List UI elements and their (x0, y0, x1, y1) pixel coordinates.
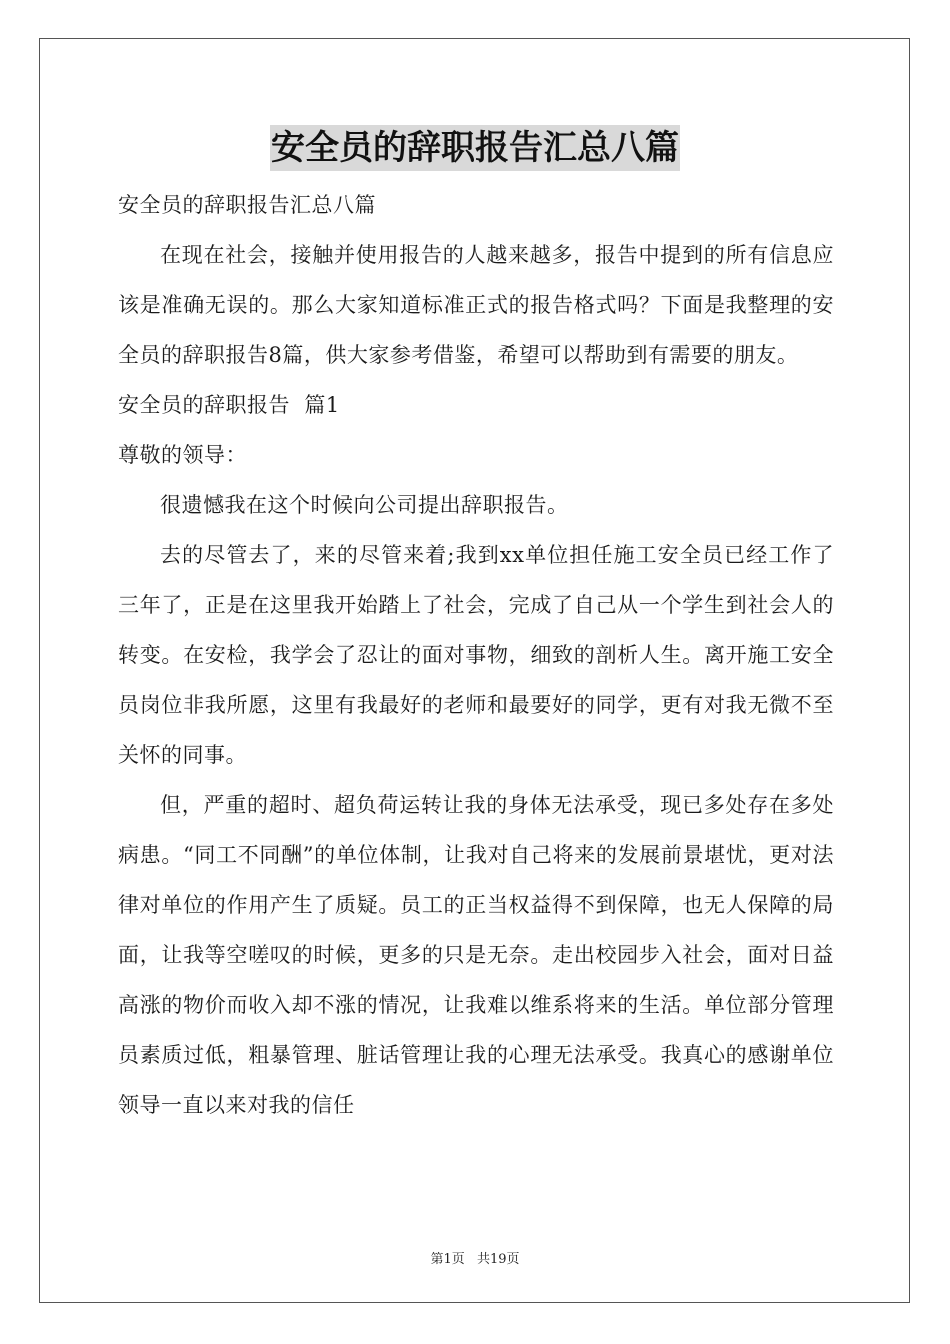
title-container (0, 125, 950, 171)
salutation: 尊敬的领导： (118, 443, 247, 467)
body-paragraph-3: 但，严重的超时、超负荷运转让我的身体无法承受，现已多处存在多处病患。“同工不同酬”的单位体制，让我对自己将来的发展前景堪忧，更对法律对单位的作用产生了质疑。员工的正当权益得不到保障，也无人保障的局面，让我等空嗟叹的时候，更多的只是无奈。走出校园步入社会，面对日益高涨的物价而收入却不涨的情况，让我难以维系将来的生活。单位部分管理员素质过低，粗暴管理、脏话管理让我的心理无法承受。我真心的感谢单位领导一直以来对我的信任 (118, 793, 834, 1117)
document-subtitle: 安全员的辞职报告汇总八篇 (118, 193, 376, 217)
body-paragraph-1: 很遗憾我在这个时候向公司提出辞职报告。 (160, 493, 569, 517)
intro-paragraph: 在现在社会，接触并使用报告的人越来越多，报告中提到的所有信息应该是准确无误的。那么大家知道标准正式的报告格式吗？下面是我整理的安全员的辞职报告8篇，供大家参考借鉴，希望可以帮助到有需要的朋友。 (118, 243, 834, 367)
document-body (118, 180, 834, 1130)
page-number: 第1页 (430, 1252, 465, 1267)
page-total: 共19页 (476, 1252, 520, 1267)
page-footer (0, 1248, 950, 1267)
document-title: 安全员的辞职报告汇总八篇 (270, 125, 680, 171)
body-paragraph-2: 去的尽管去了，来的尽管来着;我到xx单位担任施工安全员已经工作了三年了，正是在这里我开始踏上了社会，完成了自己从一个学生到社会人的转变。在安检，我学会了忍让的面对事物，细致的剖析人生。离开施工安全员岗位非我所愿，这里有我最好的老师和最要好的同学，更有对我无微不至关怀的同事。 (118, 543, 834, 767)
section-heading: 安全员的辞职报告 篇1 (118, 393, 340, 417)
